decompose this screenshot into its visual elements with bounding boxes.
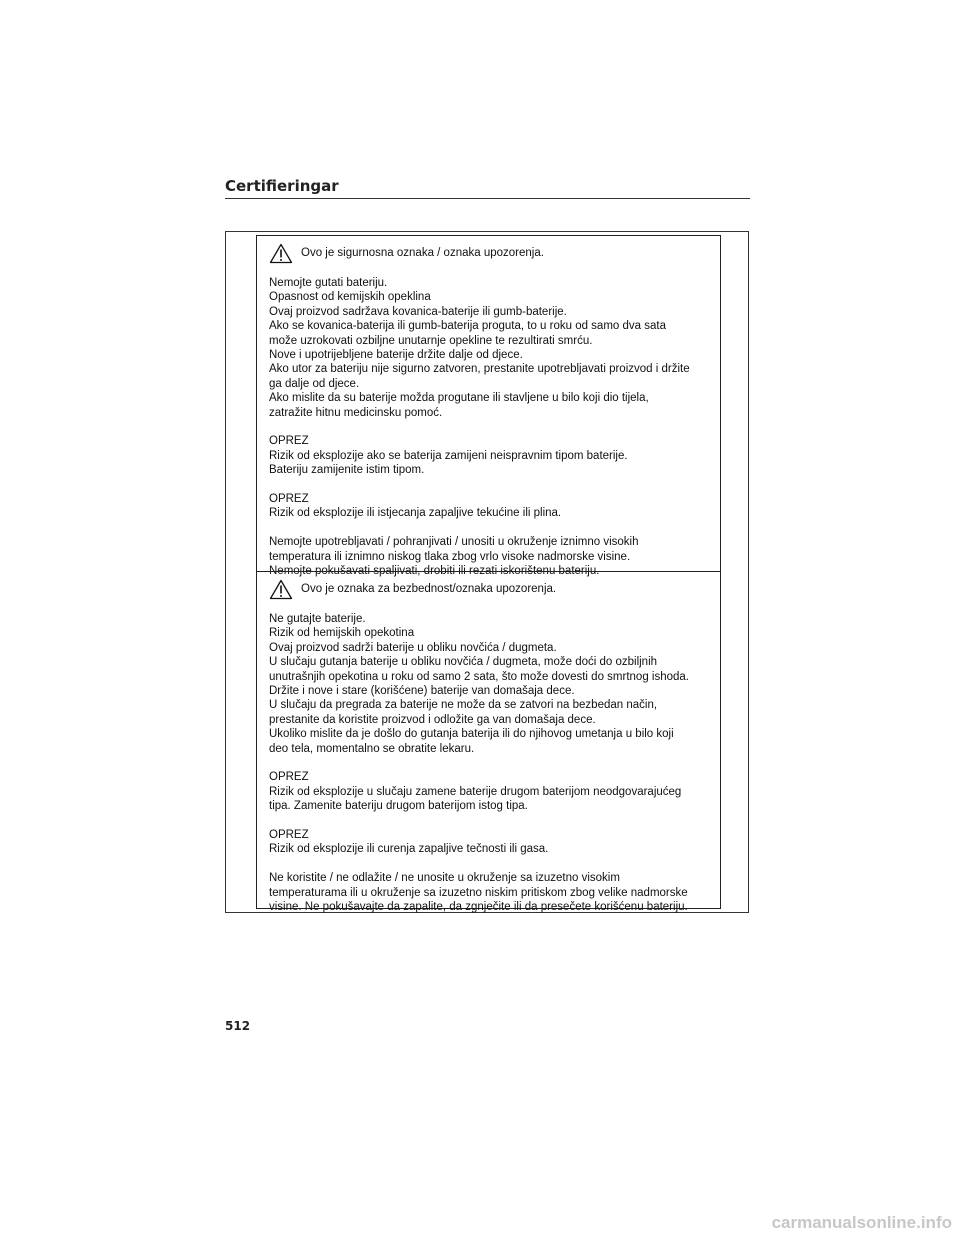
page-number: 512 (225, 1019, 251, 1033)
text-line: Rizik od eksplozije ili curenja zapaljive tečnosti ili gasa. (269, 843, 549, 856)
text-line: tipa. Zamenite bateriju drugom baterijom istog tipa. (269, 800, 528, 813)
warning-heading (269, 578, 710, 600)
text-line: Ovaj proizvod sadrži baterije u obliku novčića / dugmeta. (269, 641, 557, 654)
warning-triangle-icon (269, 579, 293, 600)
text-line: Ovaj proizvod sadržava kovanica-baterije ili gumb-baterije. (269, 305, 567, 318)
text-line: Ne koristite / ne odlažite / ne unosite u okruženje sa izuzetno visokim (269, 872, 620, 885)
page-title: Certifieringar (225, 177, 339, 195)
text-line: Rizik od eksplozije ili istjecanja zapaljive tekućine ili plina. (269, 507, 562, 520)
text-line: Ne gutajte baterije. (269, 613, 366, 625)
text-line: Rizik od eksplozije ako se baterija zamijeni neispravnim tipom baterije. (269, 449, 628, 462)
caution-label: OPREZ (269, 435, 309, 448)
text-line: Nemojte upotrebljavati / pohranjivati / unositi u okruženje iznimno visokih (269, 536, 639, 549)
warning-heading-text: Ovo je sigurnosna oznaka / oznaka upozorenja. (301, 247, 544, 259)
text-line: može uzrokovati ozbiljne unutarnje opekline te rezultirati smrću. (269, 334, 593, 347)
text-line: Nemojte gutati bateriju. (269, 277, 388, 289)
text-line: prestanite da koristite proizvod i odložite ga van domašaja dece. (269, 713, 596, 726)
text-line: Ako utor za bateriju nije sigurno zatvoren, prestanite upotrebljavati proizvod i držite (269, 363, 690, 376)
text-line: zatražite hitnu medicinsku pomoć. (269, 406, 443, 419)
text-line: Ako se kovanica-baterija ili gumb-baterija proguta, to u roku od samo dva sata (269, 320, 666, 333)
text-line: Bateriju zamijenite istim tipom. (269, 464, 425, 477)
caution-label: OPREZ (269, 493, 309, 506)
text-line: temperaturama ili u okruženje sa izuzetno niskim pritiskom zbog velike nadmorske (269, 886, 688, 899)
text-line: U slučaju gutanja baterije u obliku novčića / dugmeta, može doći do ozbiljnih (269, 656, 658, 669)
warning-box-serbian (256, 571, 721, 914)
warning-heading-text: Ovo je oznaka za bezbednost/oznaka upozorenja. (301, 583, 557, 595)
text-line: Rizik od hemijskih opekotina (269, 627, 415, 640)
text-line: temperatura ili iznimno niskog tlaka zbog vrlo visoke nadmorske visine. (269, 550, 631, 563)
warning-triangle-icon (269, 243, 293, 264)
text-line: unutrašnjih opekotina u roku od samo 2 sata, što može dovesti do smrtnog ishoda. (269, 670, 689, 683)
caution-label: OPREZ (269, 829, 309, 842)
paragraph (269, 276, 710, 420)
caution-label: OPREZ (269, 771, 309, 784)
text-line: Ukoliko mislite da je došlo do gutanja baterija ili do njihovog umetanja u bilo koji (269, 728, 674, 741)
paragraph (269, 434, 710, 477)
text-line: deo tela, momentalno se obratite lekaru. (269, 742, 475, 755)
watermark: carmanualsonline.info (771, 1213, 952, 1232)
paragraph (269, 612, 710, 756)
text-line: Nemojte pokušavati spaljivati, drobiti ili rezati iskorištenu bateriju. (269, 565, 600, 578)
paragraph (269, 828, 710, 857)
paragraph (269, 871, 710, 914)
text-line: Držite i nove i stare (korišćene) baterije van domašaja dece. (269, 685, 575, 698)
text-line: U slučaju da pregrada za baterije ne može da se zatvori na bezbedan način, (269, 699, 658, 712)
text-line: Opasnost od kemijskih opeklina (269, 291, 431, 304)
text-line: Ako mislite da su baterije možda progutane ili stavljene u bilo koji dio tijela, (269, 392, 649, 405)
warning-heading (269, 242, 710, 264)
text-line: Nove i upotrijebljene baterije držite dalje od djece. (269, 349, 523, 362)
warning-box-croatian (256, 235, 721, 578)
text-line: Rizik od eksplozije u slučaju zamene baterije drugom baterijom neodgovarajućeg (269, 785, 682, 798)
paragraph (269, 770, 710, 813)
header-divider (225, 198, 750, 199)
text-line: visine. Ne pokušavajte da zapalite, da zgnječite ili da presečete korišćenu bateriju. (269, 901, 688, 914)
text-line: ga dalje od djece. (269, 377, 360, 390)
paragraph (269, 492, 710, 521)
